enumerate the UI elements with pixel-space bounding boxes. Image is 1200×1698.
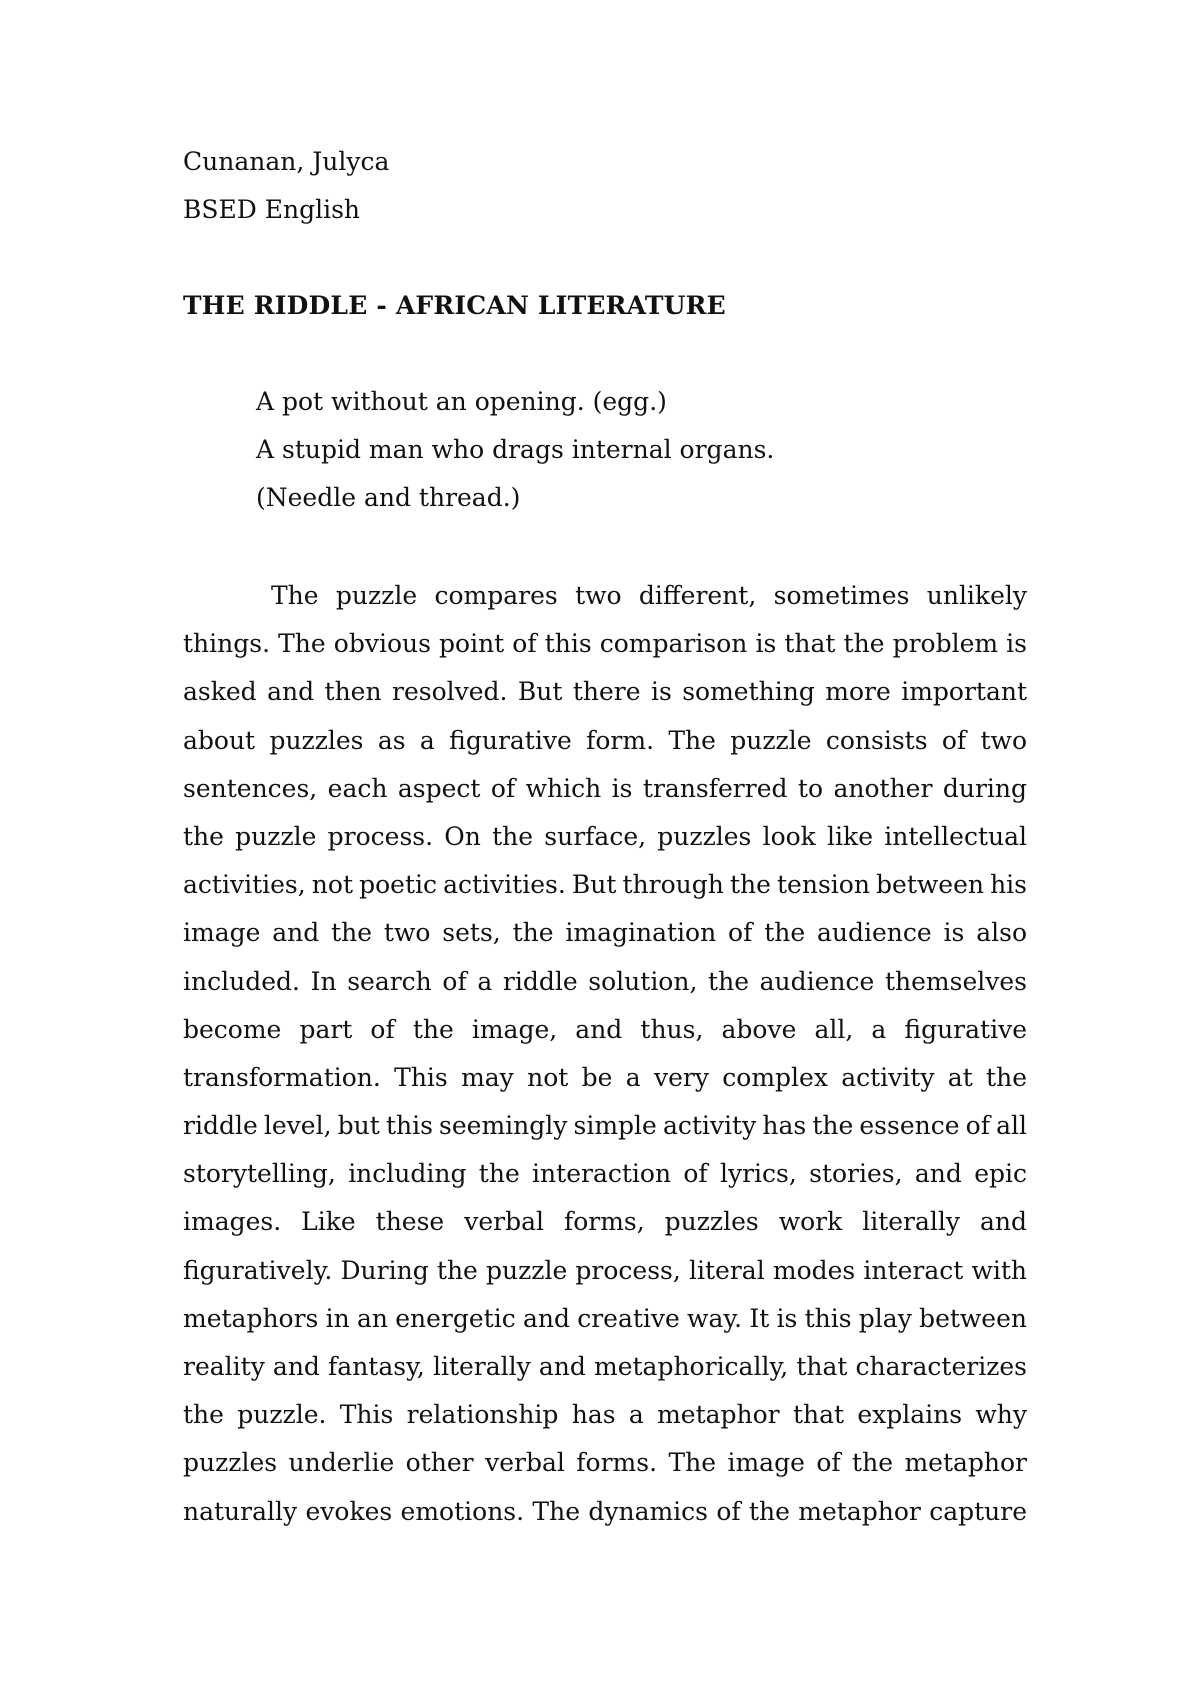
body-line: included. In search of a riddle solution, the audience themselves — [183, 966, 1027, 996]
body-line: things. The obvious point of this comparison is that the problem is — [183, 629, 1027, 659]
body-line: The puzzle compares two different, sometimes unlikely — [271, 581, 1027, 610]
body-line: puzzles underlie other verbal forms. The image of the metaphor — [183, 1448, 1027, 1478]
body-paragraph — [183, 572, 1027, 1536]
body-line: naturally evokes emotions. The dynamics of the metaphor capture — [183, 1496, 1027, 1526]
body-line: figuratively. During the puzzle process, literal modes interact with — [183, 1255, 1027, 1285]
body-line: about puzzles as a figurative form. The puzzle consists of two — [183, 725, 1027, 755]
author-name: Cunanan, Julyca — [183, 147, 390, 176]
body-line: image and the two sets, the imagination of the audience is also — [183, 918, 1027, 948]
riddle-line: A pot without an opening. (egg.) — [256, 387, 667, 416]
body-line: images. Like these verbal forms, puzzles work literally and — [183, 1207, 1027, 1237]
body-line: transformation. This may not be a very complex activity at the — [183, 1062, 1027, 1092]
body-line: storytelling, including the interaction of lyrics, stories, and epic — [183, 1159, 1027, 1189]
body-line: reality and fantasy, literally and metaphorically, that characterizes — [183, 1352, 1027, 1381]
body-line: the puzzle. This relationship has a metaphor that explains why — [183, 1400, 1027, 1430]
riddle-line: A stupid man who drags internal organs. — [256, 435, 775, 464]
riddle-line: (Needle and thread.) — [256, 483, 521, 512]
course-name: BSED English — [183, 195, 361, 224]
body-line: become part of the image, and thus, above all, a figurative — [183, 1014, 1027, 1044]
body-line: sentences, each aspect of which is transferred to another during — [183, 773, 1027, 803]
body-line: the puzzle process. On the surface, puzzles look like intellectual — [183, 821, 1027, 851]
body-line: activities, not poetic activities. But through the tension between his — [183, 870, 1027, 900]
body-line: metaphors in an energetic and creative way. It is this play between — [183, 1303, 1027, 1333]
body-line: riddle level, but this seemingly simple activity has the essence of all — [183, 1111, 1027, 1141]
document-title: THE RIDDLE - AFRICAN LITERATURE — [183, 291, 726, 320]
body-line: asked and then resolved. But there is something more important — [183, 677, 1027, 707]
